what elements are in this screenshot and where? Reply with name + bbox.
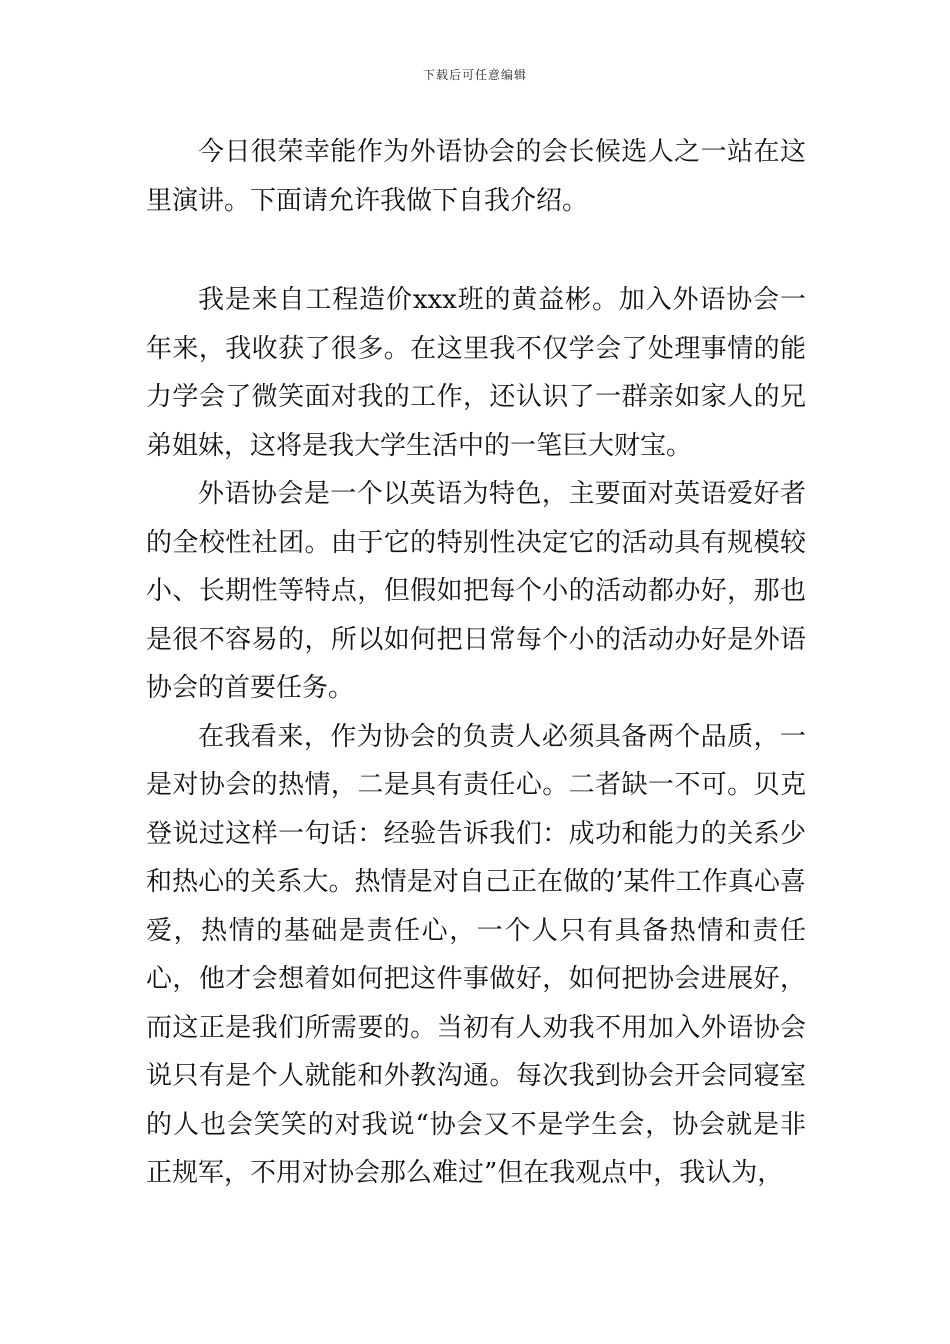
page-header: 下载后可任意编辑 [422, 68, 527, 82]
paragraph-intro: 今日很荣幸能作为外语协会的会长候选人之一站在这里演讲。下面请允许我做下自我介绍。 [146, 137, 806, 216]
paragraph-leadership-qualities: 在我看来，作为协会的负责人必须具备两个品质，一是对协会的热情，二是具有责任心。二者缺一不可。贝克登说过这样一句话：经验告诉我们：成功和能力的关系少和热心的关系大。热情是对自己正在做的’某件工作真心喜爱，热情的基础是责任心，一个人只有具备热情和责任心，他才会想着如何把这件事做好，如何把协会进展好，而这正是我们所需要的。当初有人劝我不用加入外语协会说只有是个人就能和外教沟通。每次我到协会开会同寝室的人也会笑笑的对我说“协会又不是学生会，协会就是非正规军，不用对协会那么难过”但在我观点中，我认为， [146, 721, 806, 1188]
paragraph-self-introduction: 我是来自工程造价xxx班的黄益彬。加入外语协会一年来，我收获了很多。在这里我不仅学会了处理事情的能力学会了微笑面对我的工作，还认识了一群亲如家人的兄弟姐妹，这将是我大学生活中的一笔巨大财宝。 [146, 285, 806, 461]
paragraph-intro-block [146, 128, 806, 225]
paragraph-association-description: 外语协会是一个以英语为特色，主要面对英语爱好者的全校性社团。由于它的特别性决定它的活动具有规模较小、长期性等特点，但假如把每个小的活动都办好，那也是很不容易的，所以如何把日常每个小的活动办好是外语协会的首要任务。 [146, 479, 806, 703]
paragraph-main-block [146, 276, 806, 1198]
